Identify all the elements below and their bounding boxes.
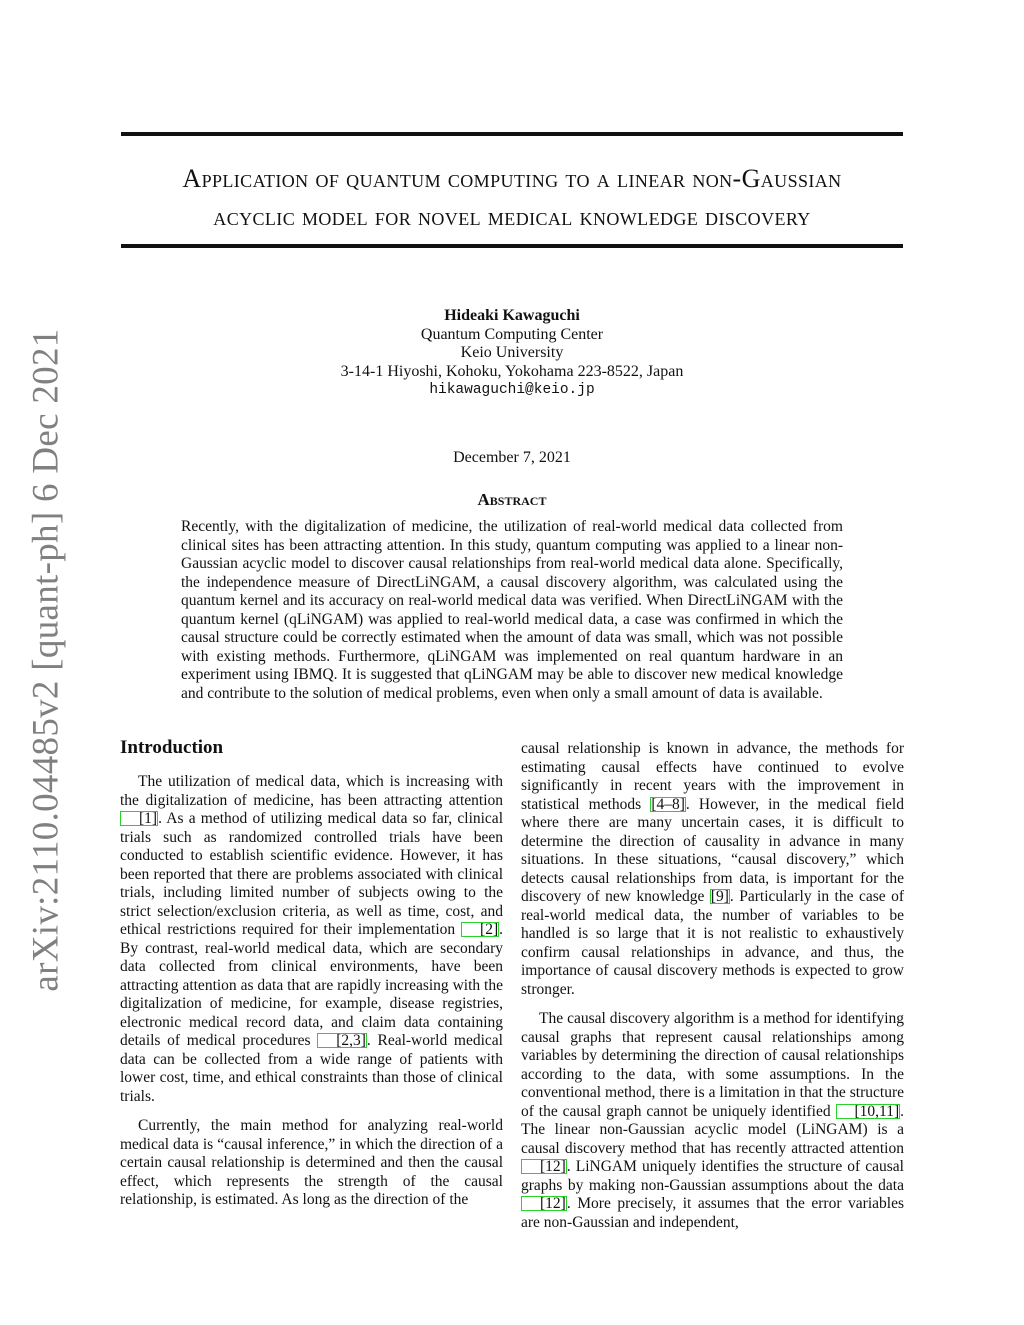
text-run: The utilization of medical data, which is increasing with the digitalization of medicine, has been attracting attention — [120, 773, 503, 809]
title-rule-bottom — [121, 244, 903, 248]
intro-paragraph-3 — [521, 740, 904, 999]
text-run: The causal discovery algorithm is a method for identifying causal graphs that represent causal relationships among variables by determining the direction of causal relationships according to the data, with some assumptions. In the conventional method, there is a limitation in that the structure of the causal graph cannot be uniquely identified — [521, 1010, 904, 1120]
section-heading-introduction: Introduction — [120, 737, 224, 758]
text-run: causal relationship is known in advance, the methods for estimating causal effects have continued to evolve significantly in recent years with the improvement in statistical methods — [521, 740, 904, 813]
author-affiliation-2: Keio University — [460, 344, 564, 361]
title-line-1: Application of quantum computing to a linear non-Gaussian — [182, 164, 842, 193]
title-line-2: acyclic model for novel medical knowledge discovery — [213, 202, 811, 231]
author-affiliation-1: Quantum Computing Center — [420, 325, 604, 343]
title-rule-top — [121, 132, 903, 136]
text-run: . More precisely, it assumes that the error variables are non-Gaussian and independent, — [521, 1195, 904, 1231]
citation-link[interactable]: [2] — [461, 922, 499, 937]
text-run: . As a method of utilizing medical data so far, clinical trials such as randomized controlled trials have been conducted to establish scientific evidence. However, it has been reported that there are problems associated with clinical trials, including limited number of subjects owing to the strict selection/exclusion criteria, as well as time, cost, and ethical restrictions required for their implementation — [120, 810, 503, 938]
author-address: 3-14-1 Hiyoshi, Kohoku, Yokohama 223-8522, Japan — [340, 362, 684, 380]
text-run: . The linear non-Gaussian acyclic model (LiNGAM) is a causal discovery method that has recently attracted attention — [521, 1102, 904, 1157]
text-run: . Particularly in the case of real-world medical data, the number of variables to be handled is so large that it is not realistic to exhaustively confirm causal relationships in advance, and thus, the importance of causal discovery methods is expected to grow stronger. — [521, 888, 904, 998]
text-run: . LiNGAM uniquely identifies the structure of causal graphs by making non-Gaussian assumptions about the data — [521, 1158, 904, 1194]
text-run: . By contrast, real-world medical data, which are secondary data collected from clinical environments, have been attracting attention as data that are rapidly increasing with the digitalization of medicine, for example, disease registries, electronic medical record data, and claim data containing details of medical procedures — [120, 921, 503, 1049]
citation-link[interactable]: [4–8] — [651, 795, 685, 813]
intro-paragraph-1 — [120, 773, 503, 1106]
right-column — [521, 740, 904, 1232]
abstract-text: Recently, with the digitalization of medicine, the utilization of real-world medical data collected from clinical sites has been attracting attention. In this study, quantum computing was applied to a linear non-Gaussian acyclic model to discover causal relationships from real-world medical data alone. Specifically, the independence measure of DirectLiNGAM, a causal discovery algorithm, was calculated using the quantum kernel and its accuracy on real-world medical data was verified. When DirectLiNGAM with the quantum kernel (qLiNGAM) was applied to real-world medical data, a case was confirmed in which the causal structure could be correctly estimated when the amount of data was small, which was not possible with existing methods. Furthermore, qLiNGAM was implemented on real quantum hardware in an experiment using IBMQ. It is suggested that qLiNGAM may be able to discover new medical knowledge and contribute to the solution of medical problems, even when only a small amount of data is available. — [181, 518, 843, 702]
author-email[interactable]: hikawaguchi@keio.jp — [429, 382, 595, 398]
intro-paragraph-4 — [521, 1010, 904, 1232]
abstract-heading: Abstract — [477, 490, 547, 509]
arxiv-stamp[interactable]: arXiv:2110.04485v2 [quant-ph] 6 Dec 2021 — [25, 328, 67, 992]
citation-link[interactable]: [2,3] — [317, 1033, 367, 1048]
paper-date: December 7, 2021 — [453, 449, 571, 466]
author-name: Hideaki Kawaguchi — [444, 307, 580, 324]
text-run: . Real-world medical data can be collected from a wide range of patients with lower cost, time, and ethical constraints than those of clinical trials. — [120, 1032, 503, 1105]
intro-paragraph-2: Currently, the main method for analyzing real-world medical data is “causal inference,” in which the direction of a certain causal relationship is determined and then the causal effect, which represents the strength of the causal relationship, is estimated. As long as the direction of the — [120, 1117, 503, 1208]
citation-link[interactable]: [10,11] — [836, 1104, 901, 1119]
citation-link[interactable]: [12] — [521, 1159, 567, 1174]
citation-link[interactable]: [1] — [120, 811, 158, 826]
citation-link[interactable]: [12] — [521, 1196, 567, 1211]
author-block — [121, 307, 903, 400]
paper-title — [121, 160, 903, 236]
left-column — [120, 737, 503, 1210]
text-run: . However, in the medical field where there are many uncertain cases, it is difficult to determine the direction of causality in advance in many situations. In these situations, “causal discovery,” which detects causal relationships from data, is important for the discovery of new knowledge — [521, 795, 904, 905]
citation-link[interactable]: [9] — [710, 888, 729, 905]
